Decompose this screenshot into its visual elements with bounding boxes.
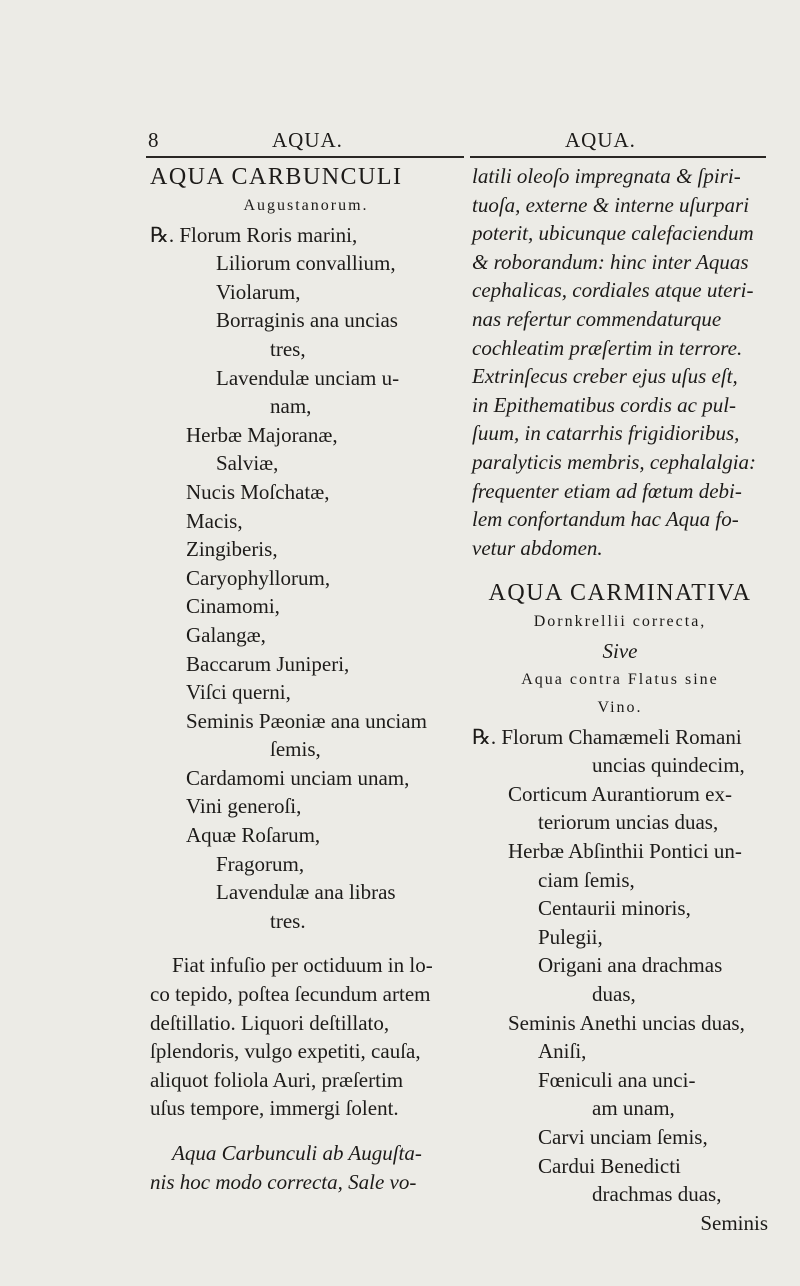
right-column-line: lem confortandum hac Aqua fo-: [472, 507, 739, 532]
right-column-line: Centaurii minoris,: [538, 896, 691, 921]
right-column-line: Extrinſecus creber ejus uſus eſt,: [472, 364, 738, 389]
left-column-line: Augustanorum.: [243, 197, 369, 214]
right-column-line: Vino.: [597, 699, 643, 717]
right-column-line: tuoſa, externe & interne uſurpari: [472, 192, 750, 217]
left-column-line: nis hoc modo correcta, Sale vo-: [150, 1169, 417, 1194]
left-column-line: Vini generoſi,: [186, 794, 302, 819]
right-column-line: Pulegii,: [538, 924, 603, 949]
right-column-line: ciam ſemis,: [538, 867, 635, 892]
left-column-line: aliquot foliola Auri, præſertim: [150, 1067, 404, 1092]
right-column-line: & roborandum: hinc inter Aquas: [472, 249, 749, 274]
right-column-line: vetur abdomen.: [472, 535, 603, 560]
left-column-line: Zingiberis,: [186, 537, 278, 562]
left-column-line: Caryophyllorum,: [186, 565, 331, 590]
left-column-line: tres,: [270, 336, 306, 361]
right-running-head: AQUA.: [565, 128, 636, 152]
left-column-line: Macis,: [186, 508, 243, 533]
left-column-line: Fragorum,: [216, 851, 305, 876]
right-column-line: ℞. Florum Chamæmeli Romani: [472, 724, 742, 749]
right-column-line: teriorum uncias duas,: [538, 810, 719, 835]
left-column-line: Herbæ Majoranæ,: [186, 422, 338, 447]
right-column-line: Aniſi,: [538, 1039, 587, 1064]
left-column-line: Borraginis ana uncias: [216, 308, 398, 333]
left-column-line: Nucis Moſchatæ,: [186, 479, 330, 504]
right-column-line: Herbæ Abſinthii Pontici un-: [508, 839, 742, 864]
left-column-line: uſus tempore, immergi ſolent.: [150, 1096, 399, 1121]
right-column-line: drachmas duas,: [592, 1182, 722, 1207]
left-text-column: [150, 162, 462, 1196]
right-column-line: [472, 562, 768, 578]
left-column-line: Viſci querni,: [186, 680, 291, 705]
left-header-rule: [146, 156, 464, 158]
left-column-line: co tepido, poſtea ſecundum artem: [150, 982, 431, 1007]
right-column-line: Sive: [602, 638, 638, 663]
right-column-line: frequenter etiam ad fœtum debi-: [472, 478, 742, 503]
left-column-line: [150, 1123, 462, 1139]
right-column-line: Corticum Aurantiorum ex-: [508, 781, 732, 806]
left-column-line: Cinamomi,: [186, 594, 280, 619]
right-column-line: Origani ana drachmas: [538, 953, 723, 978]
left-column-line: Seminis Pæoniæ ana unciam: [186, 708, 427, 733]
left-column-line: nam,: [270, 394, 312, 419]
left-column-line: AQUA CARBUNCULI: [150, 164, 403, 190]
right-column-line: Carvi unciam ſemis,: [538, 1125, 708, 1149]
right-column-line: Cardui Benedicti: [538, 1153, 681, 1178]
right-column-line: Seminis Anethi uncias duas,: [508, 1010, 745, 1035]
right-column-line: Fœniculi ana unci-: [538, 1067, 696, 1092]
left-column-line: ſemis,: [270, 737, 321, 762]
left-column-line: Salviæ,: [216, 451, 279, 476]
left-column-line: ℞. Florum Roris marini,: [150, 222, 358, 247]
left-column-line: Violarum,: [216, 279, 301, 304]
left-column-line: tres.: [270, 908, 306, 933]
left-column-line: Aqua Carbunculi ab Auguſta-: [172, 1141, 422, 1165]
right-column-line: duas,: [592, 982, 636, 1007]
right-text-column: [472, 162, 768, 1237]
page-number: 8: [148, 128, 160, 152]
left-column-line: Liliorum convallium,: [216, 251, 396, 276]
right-column-line: nas refertur commendaturque: [472, 306, 722, 331]
right-column-line: paralyticis membris, cephalalgia:: [472, 449, 757, 474]
right-column-line: Seminis: [700, 1210, 768, 1235]
left-column-line: [150, 935, 462, 951]
right-column-line: latili oleoſo impregnata & ſpiri-: [472, 164, 741, 188]
left-column-line: Aquæ Roſarum,: [186, 823, 321, 848]
right-column-line: am unam,: [592, 1096, 675, 1121]
right-column-line: ſuum, in catarrhis frigidioribus,: [472, 421, 740, 446]
right-column-line: poterit, ubicunque calefaciendum: [472, 221, 754, 246]
right-column-line: cochleatim præſertim in terrore.: [472, 335, 743, 360]
right-column-line: uncias quindecim,: [592, 753, 745, 778]
left-column-line: ſplendoris, vulgo expetiti, cauſa,: [150, 1039, 421, 1064]
left-column-line: Cardamomi unciam unam,: [186, 765, 410, 790]
right-column-line: cephalicas, cordiales atque uteri-: [472, 278, 754, 303]
right-column-line: in Epithematibus cordis ac pul-: [472, 392, 737, 417]
left-column-line: deſtillatio. Liquori deſtillato,: [150, 1010, 390, 1035]
left-column-line: Baccarum Juniperi,: [186, 651, 350, 676]
right-column-line: AQUA CARMINATIVA: [488, 580, 752, 607]
right-header-rule: [470, 156, 766, 158]
left-column-line: Galangæ,: [186, 622, 266, 647]
left-column-line: Fiat infuſio per octiduum in lo-: [172, 953, 433, 978]
left-column-line: Lavendulæ ana libras: [216, 880, 396, 905]
right-column-line: Dornkrellii correcta,: [533, 613, 707, 631]
left-column-line: Lavendulæ unciam u-: [216, 365, 400, 390]
left-running-head: AQUA.: [272, 128, 343, 152]
right-column-line: Aqua contra Flatus sine: [521, 670, 719, 688]
